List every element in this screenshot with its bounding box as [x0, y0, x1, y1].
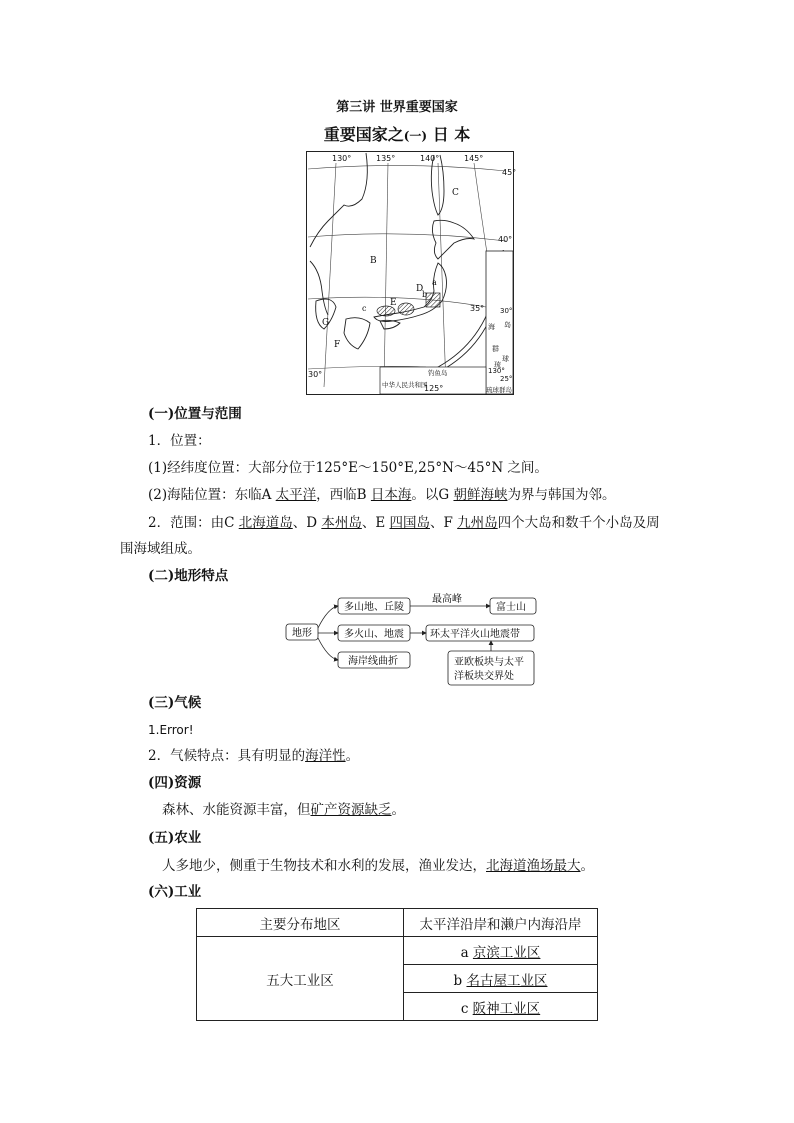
map-letter-zone-a: a [432, 278, 437, 287]
area-letter: b [453, 972, 463, 989]
zone-keihin [426, 293, 440, 307]
caption-bottom-lon: 125° [424, 384, 444, 393]
map-letter-e: E [390, 298, 397, 308]
page-subtitle [0, 122, 794, 145]
s2-heading: (二)地形特点 [148, 568, 229, 584]
subtitle-country: 日 本 [432, 125, 471, 144]
lon-label-135: 135° [376, 154, 396, 163]
map-letter-c: C [452, 188, 459, 198]
s1-sea-land [148, 485, 615, 505]
s3-p2-b: 。 [345, 748, 360, 764]
s4-mineral: 矿产资源缺乏 [310, 802, 392, 818]
table-header-col1: 主要分布地区 [197, 909, 404, 937]
caption-left: 中华人民共和国 [382, 381, 428, 389]
s5-b: 。 [580, 858, 594, 874]
flow-n2-target: 环太平洋火山地震带 [430, 629, 520, 640]
japan-map [306, 151, 517, 395]
inset-lat-30: 30° [500, 307, 513, 315]
lon-label-130: 130° [332, 154, 352, 163]
s1-p3-b: ，西临B [316, 487, 371, 503]
inset-caption: 琉球群岛 [486, 386, 512, 394]
s3-oceanic: 海洋性 [305, 748, 346, 764]
lat-label-40: 40° [498, 235, 513, 244]
map-letter-f: F [334, 340, 341, 350]
s1-shikoku: 四国岛 [389, 515, 430, 531]
flow-n3: 海岸线曲折 [348, 656, 398, 667]
flow-n1: 多山地、丘陵 [344, 602, 404, 613]
lon-label-145: 145° [464, 154, 484, 163]
lat-label-30: 30° [308, 370, 323, 379]
s4-heading: (四)资源 [148, 775, 202, 791]
s1-ocean: 太平洋 [275, 487, 317, 503]
table-row-label: 五大工业区 [197, 937, 404, 1021]
s1-p4-b: 、D [292, 515, 322, 531]
s1-range [148, 513, 660, 533]
zone-nagoya [398, 303, 414, 315]
lat-label-35: 35° [470, 304, 485, 313]
table-row [197, 937, 598, 965]
map-letter-zone-c: c [362, 304, 367, 313]
s1-p3-d: 为界与韩国为邻。 [507, 487, 616, 503]
table-header-row [197, 909, 598, 937]
terrain-flowchart [284, 588, 544, 688]
table-cell-area-c [404, 993, 598, 1021]
s1-strait: 朝鲜海峡 [453, 487, 508, 503]
map-letter-d: D [416, 284, 424, 294]
flow-cause-1: 亚欧板块与太平 [454, 657, 524, 668]
s1-p3-c: 。以G [411, 487, 454, 503]
s1-sea: 日本海 [370, 487, 412, 503]
s4-b: 。 [391, 802, 405, 818]
s5-a: 人多地少，侧重于生物技术和水利的发展，渔业发达， [162, 858, 486, 874]
s1-p3-a: (2)海陆位置：东临A [148, 487, 276, 503]
s5-heading: (五)农业 [148, 830, 202, 846]
s1-range-cont: 围海域组成。 [120, 541, 201, 557]
s1-honshu: 本州岛 [321, 515, 362, 531]
inset-lon-130: 130° [488, 367, 505, 375]
area-name: 阪神工业区 [472, 1000, 541, 1017]
map-letter-b: B [370, 256, 377, 266]
lon-label-140: 140° [420, 154, 440, 163]
subtitle-prefix: 重要国家之 [323, 125, 404, 144]
inset-char-1: 海 [488, 323, 495, 331]
flow-n1-arrow-label: 最高峰 [432, 594, 462, 605]
s1-p4-e: 四个大岛和数千个小岛及周 [497, 515, 660, 531]
inset-lat-25: 25° [500, 375, 513, 383]
table-header-col2: 太平洋沿岸和濑户内海沿岸 [404, 909, 598, 937]
s1-hokkaido: 北海道岛 [238, 515, 293, 531]
inset-char-5: 琉 [494, 361, 501, 369]
s6-heading: (六)工业 [148, 884, 202, 900]
subtitle-num: (一) [403, 129, 428, 143]
area-letter: a [460, 944, 469, 961]
lecture-title: 第三讲 世界重要国家 [336, 100, 458, 115]
s1-heading: (一)位置与范围 [148, 406, 242, 422]
caption-mid: 钓鱼岛 [428, 369, 448, 377]
table-cell-area-b [404, 965, 598, 993]
flow-n2: 多火山、地震 [344, 629, 404, 640]
flow-n1-target: 富士山 [496, 602, 526, 613]
s1-position-label: 1．位置： [148, 433, 211, 449]
industry-table [196, 908, 598, 1021]
s3-feature [148, 746, 359, 766]
table-cell-area-a [404, 937, 598, 965]
inset-char-2: 岛 [504, 321, 511, 329]
area-name: 京滨工业区 [472, 944, 541, 961]
s1-p4-d: 、F [430, 515, 458, 531]
s3-p2-a: 2．气候特点：具有明显的 [148, 748, 306, 764]
inset-char-4: 球 [502, 355, 509, 363]
s3-error: 1.Error! [148, 723, 194, 737]
s1-latlon: (1)经纬度位置：大部分位于125°E～150°E,25°N～45°N 之间。 [148, 460, 548, 476]
area-letter: c [460, 1000, 469, 1017]
area-name: 名古屋工业区 [466, 972, 548, 989]
inset-char-3: 群 [492, 345, 499, 353]
map-letter-zone-b: b [422, 290, 428, 299]
s5-fishery: 北海道渔场最大 [486, 858, 581, 874]
s4-text [162, 800, 405, 820]
flow-root: 地形 [292, 628, 312, 639]
s5-text [162, 856, 594, 876]
lat-label-45: 45° [502, 168, 517, 177]
s1-p4-a: 2．范围：由C [148, 515, 239, 531]
s3-heading: (三)气候 [148, 695, 202, 711]
s1-kyushu: 九州岛 [457, 515, 498, 531]
s4-a: 森林、水能资源丰富，但 [162, 802, 311, 818]
map-letter-g: G [322, 318, 330, 328]
s1-p4-c: 、E [361, 515, 390, 531]
flow-cause-2: 洋板块交界处 [454, 671, 514, 682]
